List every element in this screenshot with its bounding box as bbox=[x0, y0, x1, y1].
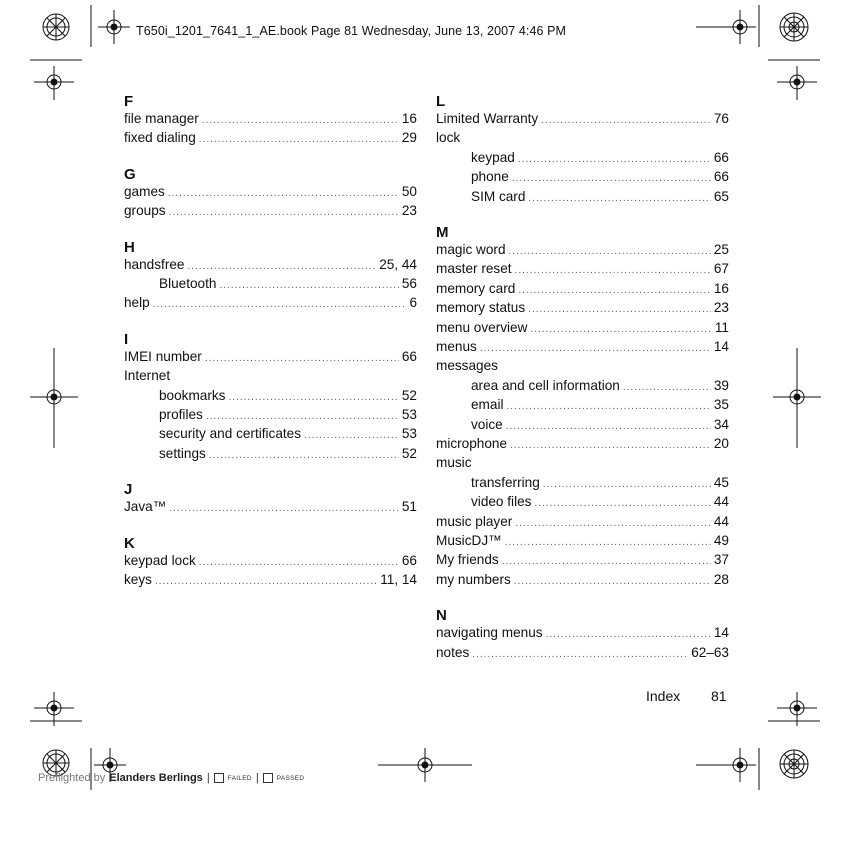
index-entry bbox=[436, 259, 729, 280]
entry-page-ref: 53 bbox=[401, 407, 417, 422]
producer-brand: Elanders Berlings bbox=[109, 772, 203, 784]
index-subentry bbox=[159, 405, 417, 426]
entry-term: My friends bbox=[436, 552, 499, 568]
index-letter-heading: J bbox=[124, 481, 133, 499]
index-subentry bbox=[471, 167, 729, 188]
dot-leader bbox=[187, 257, 376, 276]
entry-page-ref: 20 bbox=[713, 436, 729, 451]
crosshair-icon bbox=[30, 348, 78, 448]
entry-page-ref: 39 bbox=[713, 377, 729, 393]
index-entry bbox=[436, 434, 729, 455]
index-entry bbox=[436, 531, 729, 552]
index-entry bbox=[124, 201, 417, 222]
dot-leader bbox=[502, 552, 711, 571]
index-entry bbox=[436, 512, 729, 533]
dot-leader bbox=[518, 281, 711, 300]
entry-term: menu overview bbox=[436, 319, 528, 335]
dot-leader bbox=[534, 494, 710, 513]
entry-page-ref: 6 bbox=[409, 295, 417, 311]
entry-page-ref: 16 bbox=[401, 111, 417, 126]
index-entry bbox=[124, 570, 417, 591]
entry-page-ref: 52 bbox=[401, 445, 417, 461]
entry-page-ref: 11, 14 bbox=[380, 572, 417, 587]
index-subentry bbox=[159, 386, 417, 407]
index-entry bbox=[436, 453, 729, 472]
index-letter-heading: K bbox=[124, 534, 135, 552]
entry-term: SIM card bbox=[471, 188, 526, 204]
entry-page-ref: 56 bbox=[401, 276, 417, 291]
index-entry bbox=[436, 643, 729, 664]
dot-leader bbox=[505, 533, 711, 552]
entry-term: transferring bbox=[471, 474, 540, 490]
entry-term: security and certificates bbox=[159, 426, 302, 442]
dot-leader bbox=[304, 426, 399, 445]
dot-leader bbox=[506, 397, 710, 416]
color-wheel-icon bbox=[780, 750, 808, 778]
entry-term: menus bbox=[436, 339, 477, 354]
dot-leader bbox=[209, 446, 399, 465]
index-entry bbox=[436, 623, 729, 644]
dot-leader bbox=[623, 378, 711, 397]
dot-leader bbox=[510, 436, 711, 455]
dot-leader bbox=[169, 203, 399, 222]
index-entry bbox=[436, 570, 729, 591]
index-entry bbox=[124, 255, 417, 276]
preflight-prefix: Preflighted by bbox=[38, 772, 106, 784]
entry-term: handsfree bbox=[124, 256, 185, 272]
entry-page-ref: 34 bbox=[713, 416, 729, 432]
dot-leader bbox=[546, 625, 711, 644]
index-entry bbox=[436, 318, 729, 339]
index-entry bbox=[124, 347, 417, 368]
entry-page-ref: 52 bbox=[401, 387, 417, 403]
crosshair-icon bbox=[696, 10, 756, 44]
entry-term: magic word bbox=[436, 242, 506, 257]
entry-term: notes bbox=[436, 644, 470, 660]
entry-term: memory status bbox=[436, 300, 526, 316]
entry-page-ref: 66 bbox=[713, 149, 729, 165]
dot-leader bbox=[168, 184, 399, 203]
crosshair-icon bbox=[34, 66, 74, 100]
passed-checkbox-icon bbox=[263, 773, 273, 783]
entry-term: area and cell information bbox=[471, 377, 620, 393]
index-letter-heading: G bbox=[124, 165, 136, 183]
index-entry bbox=[124, 551, 417, 572]
index-letter-heading: N bbox=[436, 607, 447, 625]
entry-term: messages bbox=[436, 358, 498, 374]
index-entry bbox=[124, 109, 417, 130]
index-letter-heading: M bbox=[436, 224, 449, 241]
dot-leader bbox=[528, 189, 710, 208]
index-entry bbox=[436, 298, 729, 319]
entry-term: music bbox=[436, 455, 472, 471]
index-subentry bbox=[471, 473, 729, 494]
index-entry bbox=[124, 128, 417, 149]
entry-page-ref: 23 bbox=[713, 300, 729, 316]
entry-term: email bbox=[471, 397, 504, 413]
entry-page-ref: 25, 44 bbox=[379, 256, 417, 272]
index-entry bbox=[436, 356, 729, 375]
dot-leader bbox=[205, 349, 399, 368]
entry-page-ref: 51 bbox=[401, 499, 417, 515]
dot-leader bbox=[541, 111, 711, 130]
dot-leader bbox=[528, 300, 711, 319]
entry-term: games bbox=[124, 183, 165, 199]
entry-term: keypad bbox=[471, 149, 515, 165]
index-entry bbox=[436, 109, 729, 130]
entry-page-ref: 14 bbox=[713, 625, 729, 641]
entry-term: IMEI number bbox=[124, 348, 202, 364]
index-letter-heading: L bbox=[436, 93, 446, 110]
entry-page-ref: 53 bbox=[401, 426, 417, 442]
entry-term: memory card bbox=[436, 280, 516, 296]
dot-leader bbox=[472, 645, 688, 664]
footer-section-label: Index bbox=[646, 688, 681, 704]
dot-leader bbox=[219, 276, 398, 295]
entry-term: help bbox=[124, 295, 150, 311]
dot-leader bbox=[199, 553, 399, 572]
failed-label: FAILED bbox=[227, 774, 252, 782]
entry-page-ref: 11 bbox=[714, 319, 729, 335]
index-subentry bbox=[159, 274, 417, 295]
dot-leader bbox=[206, 407, 399, 426]
index-subentry bbox=[471, 148, 729, 169]
entry-term: music player bbox=[436, 513, 513, 529]
entry-page-ref: 50 bbox=[401, 183, 417, 199]
dot-leader bbox=[155, 572, 377, 591]
index-subentry bbox=[471, 187, 729, 208]
entry-page-ref: 25 bbox=[713, 242, 729, 257]
dot-leader bbox=[512, 169, 711, 188]
index-letter-heading: F bbox=[124, 93, 134, 110]
index-entry bbox=[436, 240, 729, 261]
crosshair-icon bbox=[696, 748, 756, 782]
index-entry bbox=[124, 366, 417, 385]
preflight-stamp: Preflighted by Elanders Berlings | FAILED | PASSED bbox=[38, 772, 305, 784]
entry-term: Bluetooth bbox=[159, 276, 217, 291]
entry-term: fixed dialing bbox=[124, 130, 196, 146]
index-subentry bbox=[159, 424, 417, 445]
entry-page-ref: 44 bbox=[713, 513, 729, 529]
entry-page-ref: 23 bbox=[401, 203, 417, 219]
entry-page-ref: 65 bbox=[713, 188, 729, 204]
dot-leader bbox=[515, 514, 711, 533]
entry-term: voice bbox=[471, 416, 503, 432]
color-wheel-icon bbox=[43, 14, 69, 40]
entry-term: Java™ bbox=[124, 499, 167, 515]
dot-leader bbox=[530, 320, 711, 339]
book-header: T650i_1201_7641_1_AE.book Page 81 Wednesday, June 13, 2007 4:46 PM bbox=[136, 24, 567, 38]
entry-term: master reset bbox=[436, 261, 512, 277]
entry-page-ref: 44 bbox=[713, 494, 729, 510]
entry-page-ref: 28 bbox=[713, 571, 729, 587]
index-letter-heading: H bbox=[124, 238, 135, 256]
entry-term: keypad lock bbox=[124, 552, 196, 568]
dot-leader bbox=[169, 499, 399, 518]
entry-term: lock bbox=[436, 130, 461, 146]
entry-page-ref: 76 bbox=[713, 111, 729, 126]
entry-term: Limited Warranty bbox=[436, 111, 539, 126]
entry-term: groups bbox=[124, 203, 166, 219]
passed-label: PASSED bbox=[276, 774, 305, 782]
entry-page-ref: 66 bbox=[713, 169, 729, 185]
index-subentry bbox=[471, 395, 729, 416]
index-entry bbox=[436, 337, 729, 358]
dot-leader bbox=[202, 111, 399, 130]
entry-term: phone bbox=[471, 169, 509, 185]
entry-page-ref: 16 bbox=[713, 280, 729, 296]
entry-term: settings bbox=[159, 445, 206, 461]
entry-page-ref: 45 bbox=[713, 474, 729, 490]
dot-leader bbox=[506, 417, 711, 436]
dot-leader bbox=[153, 295, 407, 314]
page-number: 81 bbox=[711, 688, 727, 704]
entry-term: MusicDJ™ bbox=[436, 533, 502, 548]
crosshair-icon bbox=[773, 348, 821, 448]
crosshair-icon bbox=[98, 10, 130, 44]
entry-term: bookmarks bbox=[159, 387, 226, 403]
entry-page-ref: 66 bbox=[401, 348, 417, 364]
index-subentry bbox=[159, 444, 417, 465]
index-entry bbox=[124, 497, 417, 518]
index-entry bbox=[124, 293, 417, 314]
index-subentry bbox=[471, 415, 729, 436]
entry-page-ref: 49 bbox=[713, 533, 729, 548]
entry-page-ref: 66 bbox=[401, 552, 417, 568]
color-wheel-icon bbox=[780, 13, 808, 41]
dot-leader bbox=[518, 150, 711, 169]
crosshair-icon bbox=[777, 66, 817, 100]
entry-page-ref: 29 bbox=[401, 130, 417, 146]
entry-term: video files bbox=[471, 494, 532, 510]
index-entry bbox=[436, 128, 729, 147]
entry-term: navigating menus bbox=[436, 625, 543, 641]
failed-checkbox-icon bbox=[214, 773, 224, 783]
dot-leader bbox=[515, 261, 711, 280]
index-entry bbox=[124, 182, 417, 203]
entry-page-ref: 14 bbox=[713, 339, 729, 354]
entry-page-ref: 67 bbox=[713, 261, 729, 277]
entry-term: microphone bbox=[436, 436, 508, 451]
dot-leader bbox=[480, 339, 711, 358]
entry-term: keys bbox=[124, 572, 152, 587]
dot-leader bbox=[199, 130, 399, 149]
entry-term: file manager bbox=[124, 111, 199, 126]
index-letter-heading: I bbox=[124, 330, 129, 348]
dot-leader bbox=[509, 242, 711, 261]
entry-term: Internet bbox=[124, 368, 171, 384]
index-subentry bbox=[471, 492, 729, 513]
dot-leader bbox=[543, 475, 711, 494]
dot-leader bbox=[228, 388, 398, 407]
index-subentry bbox=[471, 376, 729, 397]
entry-term: my numbers bbox=[436, 571, 511, 587]
entry-page-ref: 37 bbox=[713, 552, 729, 568]
crosshair-icon bbox=[378, 748, 472, 782]
entry-page-ref: 35 bbox=[713, 397, 729, 413]
dot-leader bbox=[514, 572, 711, 591]
entry-term: profiles bbox=[159, 407, 203, 422]
index-entry bbox=[436, 279, 729, 300]
entry-page-ref: 62–63 bbox=[691, 644, 729, 660]
index-entry bbox=[436, 550, 729, 571]
